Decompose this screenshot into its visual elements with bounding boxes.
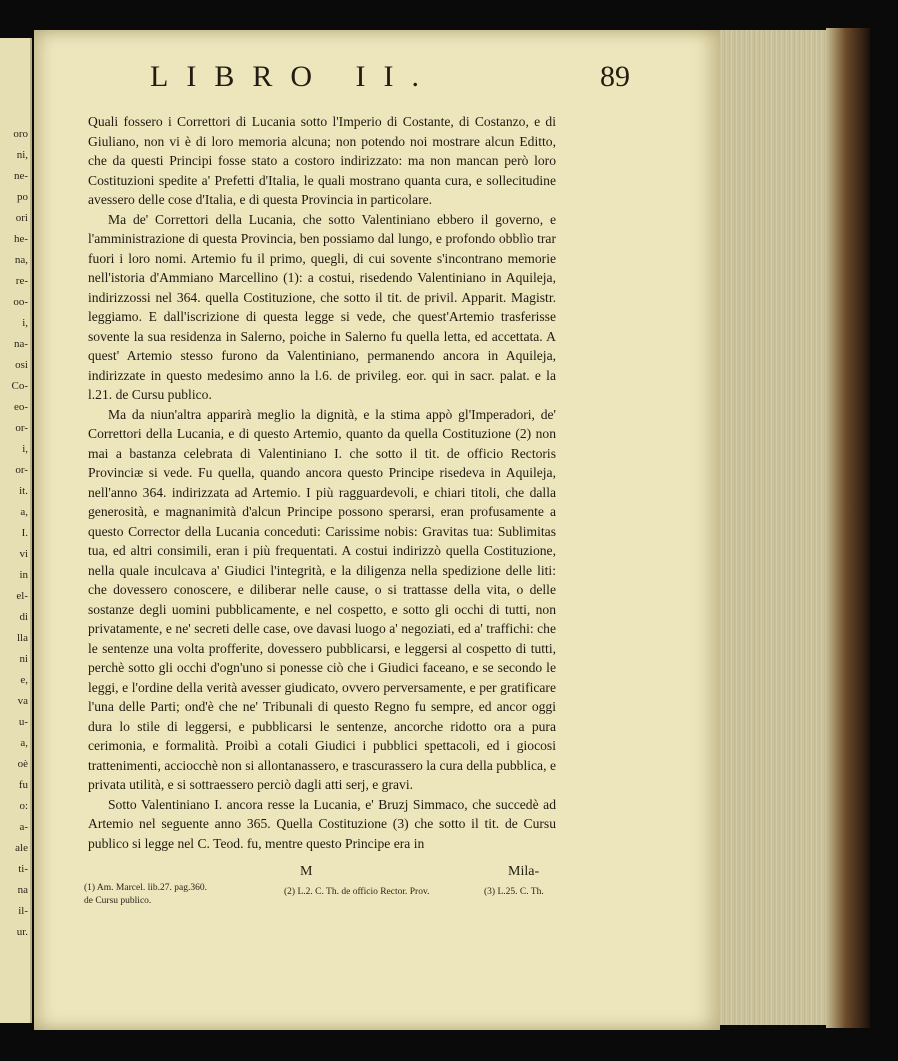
header-title: LIBRO II. [150,60,437,93]
left-page-fragment: he- [13,233,28,245]
left-page-fragment: oro [13,128,28,140]
catchword: Mila- [508,864,540,879]
left-page-fragment: or- [15,464,28,476]
left-page-fragment: in [19,569,28,581]
left-page-fragment: oè [17,758,28,770]
left-page-fragment: na, [14,254,28,266]
footnote-2: (2) L.2. C. Th. de officio Rector. Prov. [284,887,430,897]
left-page-fragment: or- [15,422,28,434]
book-cover [826,28,870,1028]
left-page-fragment: ur. [16,926,28,938]
page-number: 89 [600,60,630,93]
left-page-fragment: ori [15,212,28,224]
left-page-fragment: vi [19,548,28,560]
left-page-fragment: ni, [16,149,28,161]
left-page-fragment: el- [16,590,28,602]
paragraph-2: Ma de' Correttori della Lucania, che sotto Valentiniano ebbero il governo, e l'amministrazione di questa Provincia, ben possiamo dal lungo, e profondo obblìo trar fuori i loro nomi. Artemio fu il primo, quegli, di cui sovente s'incontrano memorie nell'istoria d'Ammiano Marcellino (1): a costui, risedendo Valentiniano in Aquileja, indirizzossi nel 364. quella Costituzione, che sotto il tit. de privil. Apparit. Magistr. leggiamo. E dall'iscrizione di questa legge si vede, che quest'Artemio trasferisse sovente la sua residenza in Salerno, poiche in Salerno fu quella letta, ed accettata. A quest' Artemio stesso furono da Valentiniano, permanendo ancora in Aquileja, indirizzate in questo medesimo anno la l.6. de privileg. eor. qui in sacr. palat. e la l.21. de Cursu publico. [88,211,556,402]
left-page-fragment: va [17,695,28,707]
left-page-fragment: i, [22,443,28,455]
left-page-fragment: di [19,611,28,623]
left-page-fragment: i, [22,317,28,329]
left-page-fragment: a, [20,737,28,749]
signature-mark: M [300,864,313,879]
page-block-edges [718,30,828,1025]
left-page-fragment: Co- [11,380,28,392]
left-page-fragment: ale [15,842,28,854]
left-page-fragment: osi [15,359,28,371]
paragraph-4: Sotto Valentiniano I. ancora resse la Lucania, e' Bruzj Simmaco, che succedè ad Artemio nel seguente anno 365. Quella Costituzione (3) che sotto il tit. de Cursu publico si legge nel C. Teod. fu, mentre questo Principe era in [88,796,556,851]
footnote-3: (3) L.25. C. Th. [484,887,544,897]
left-page-edge [0,38,32,1023]
left-page-fragment: ni [19,653,28,665]
left-page-fragment: oo- [13,296,28,308]
paragraph-3: Ma da niun'altra apparirà meglio la dignità, e la stima appò gl'Imperadori, de' Correttori della Lucania, e di questo Artemio, quanto da quella Costituzione (2) non mai a bastanza celebrata di Valentiniano I. che sotto il tit. de officio Rectoris Provinciæ si vede. Fu quella, quando ancora questo Principe risedeva in Aquileja, nell'anno 364. indirizzata ad Artemio. I più ragguardevoli, e chiari titoli, che dalla generosità, e magnanimità d'alcun Principe possono sperarsi, eran profusamente a questo Corrector della Lucania conceduti: Carissime nobis: Gravitas tua: Sublimitas tua, ed altri consimili, eran i più frequentati. A costui indirizzò quella Costituzione, nella quale inculcava a' Giudici l'integrità, e la diligenza nella spedizione delle liti: che dovessero conoscere, e diliberar nelle cause, o si trattasse della vita, o delle sostanze degli uomini pubblicamente, e nel cospetto, e sotto gli occhi di tutti, non privatamente, e ne' secreti delle case, ove davasi luogo a' negoziati, ed a' traffichi: che le sentenze una volta profferite, dovessero pubblicarsi, e leggersi al cospetto di tutti, perchè sotto gli occhi d'ogn'uno si ponesse ciò che i Giudici faceano, e se secondo le leggi, e l'ordine della verità avesser giudicato, ovvero perversamente, e per gratificare l'una delle Parti; ond'è che ne' Tribunali di questo Regno fu sempre, ed ancor oggi dura lo stile di leggersi, e pubblicarsi le sentenze, ancorche ridotto ora a pura cerimonia, e formalità. Proibì a cotali Giudici i pubblici spettacoli, ed i giocosi trattenimenti, acciocchè non si allontanassero, e trascurassero la cura della pubblica, e privata utilità, e si sottraessero perciò dagli atti serj, e gravi. [88,406,556,792]
left-page-fragment: ne- [13,170,28,182]
running-header [150,56,630,106]
footnote-1-cont: de Cursu publico. [84,896,152,906]
left-page-fragment: I. [21,527,28,539]
left-page-fragment: a- [19,821,28,833]
left-page-fragment: it. [19,485,28,497]
left-page-fragment: na [17,884,28,896]
left-page-fragment: eo- [13,401,28,413]
footnote-1: (1) Am. Marcel. lib.27. pag.360. [84,883,207,893]
left-page-fragment: e, [20,674,28,686]
left-page-fragment: o: [19,800,28,812]
left-page-fragment: na- [13,338,28,350]
paragraph-1: Quali fossero i Correttori di Lucania sotto l'Imperio di Costante, di Costanzo, e di Giuliano, non vi è di loro memoria alcuna; non potendo noi mostrare alcun Editto, che da questi Principi fosse stato a costoro indirizzato: ma non mancan però loro Costituzioni spedite a' Prefetti d'Italia, le quali mostrano quanta cura, e sollecitudine avessero delle cose d'Italia, e di questa Provincia in particolare. [88,114,556,207]
left-page-fragment: lla [17,632,28,644]
left-page-fragment: ti- [18,863,28,875]
left-page-fragment: il- [18,905,28,917]
main-text [88,112,556,853]
left-page-fragment: fu [18,779,28,791]
left-page-fragment: po [17,191,28,203]
left-page-fragment: u- [18,716,28,728]
left-page-fragment: re- [15,275,28,287]
left-page-fragment: a, [20,506,28,518]
